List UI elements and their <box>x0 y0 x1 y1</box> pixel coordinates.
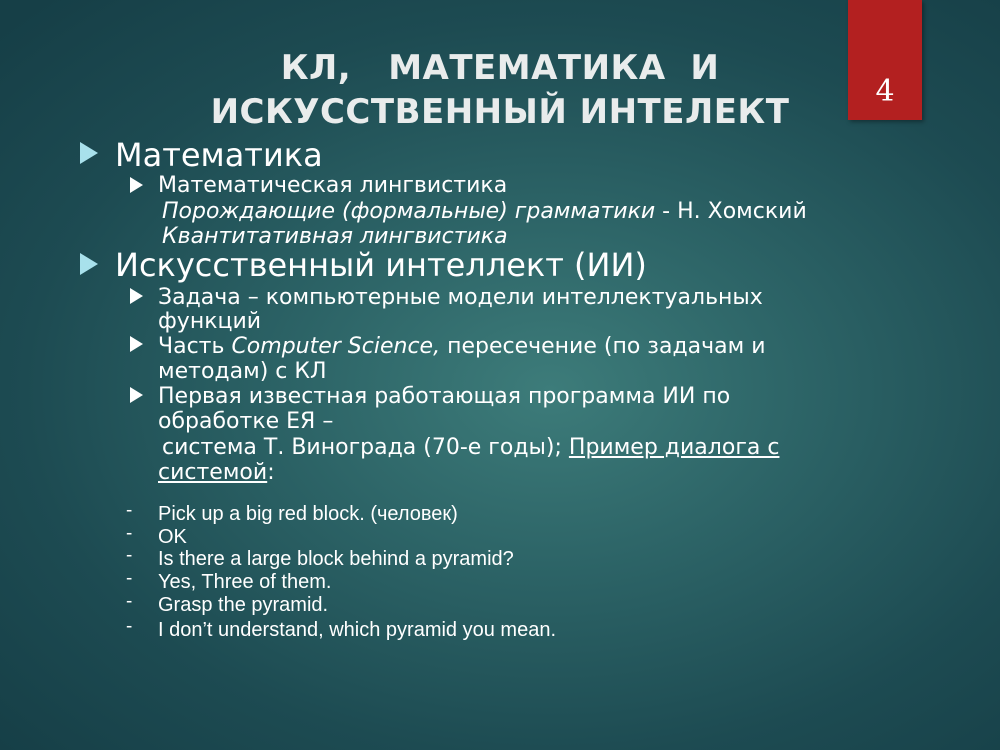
ai-task-line1: Задача – компьютерные модели интеллектуальных <box>158 285 763 310</box>
dialog-line: Pick up a big red block. (человек) <box>158 503 458 525</box>
dialog-line: Is there a large block behind a pyramid? <box>158 548 514 570</box>
page-number: 4 <box>875 74 895 109</box>
dialog-dash: - <box>126 523 133 544</box>
heading-ai: Искусственный интеллект (ИИ) <box>115 246 647 284</box>
math-linguistics-item: Математическая лингвистика <box>158 173 508 198</box>
dialog-example-link-cont[interactable]: системой <box>158 460 268 485</box>
colon: : <box>267 460 275 485</box>
generative-grammars-italic: Порождающие (формальные) грамматики <box>162 199 656 224</box>
bullet-arrow-icon <box>130 288 143 304</box>
part-rest: пересечение (по задачам и <box>440 334 766 359</box>
quantitative-linguistics-italic: Квантитативная лингвистика <box>162 224 508 249</box>
computer-science-italic: Computer Science, <box>231 334 441 359</box>
generative-grammars-line <box>162 199 807 224</box>
dialog-line: OK <box>158 526 187 548</box>
dialog-dash: - <box>126 591 133 612</box>
bullet-arrow-icon <box>80 142 98 164</box>
bullet-arrow-icon <box>80 253 98 275</box>
dialog-dash: - <box>126 545 133 566</box>
slide-title-line2: ИСКУССТВЕННЫЙ ИНТЕЛЕКТ <box>210 92 790 132</box>
dialog-line: I don’t understand, which pyramid you mean. <box>158 619 556 641</box>
title-part-kl: КЛ, <box>280 48 352 88</box>
bullet-arrow-icon <box>130 336 143 352</box>
dialog-line: Yes, Three of them. <box>158 571 332 593</box>
ai-part-line2: методам) с КЛ <box>158 359 327 384</box>
ai-first-program-line1: Первая известная работающая программа ИИ по <box>158 384 731 409</box>
heading-math: Математика <box>115 136 323 174</box>
dialog-example-link[interactable]: Пример диалога с <box>568 435 780 460</box>
chomsky-text: - Н. Хомский <box>655 199 807 224</box>
dialog-dash: - <box>126 616 133 637</box>
dialog-dash: - <box>126 568 133 589</box>
ai-part-line1 <box>158 334 766 359</box>
bullet-arrow-icon <box>130 177 143 193</box>
bullet-arrow-icon <box>130 387 143 403</box>
title-part-math: МАТЕМАТИКА И <box>388 48 720 88</box>
ai-task-line2: функций <box>158 309 262 334</box>
dialog-dash: - <box>126 500 133 521</box>
dialog-line: Grasp the pyramid. <box>158 594 329 616</box>
part-prefix: Часть <box>158 334 232 359</box>
winograd-text: система Т. Винограда (70-е годы); <box>162 435 569 460</box>
winograd-system-line <box>162 435 779 460</box>
ai-first-program-line2: обработке ЕЯ – <box>158 409 334 434</box>
slide-title-line1 <box>100 48 900 88</box>
winograd-system-line2 <box>158 460 275 485</box>
